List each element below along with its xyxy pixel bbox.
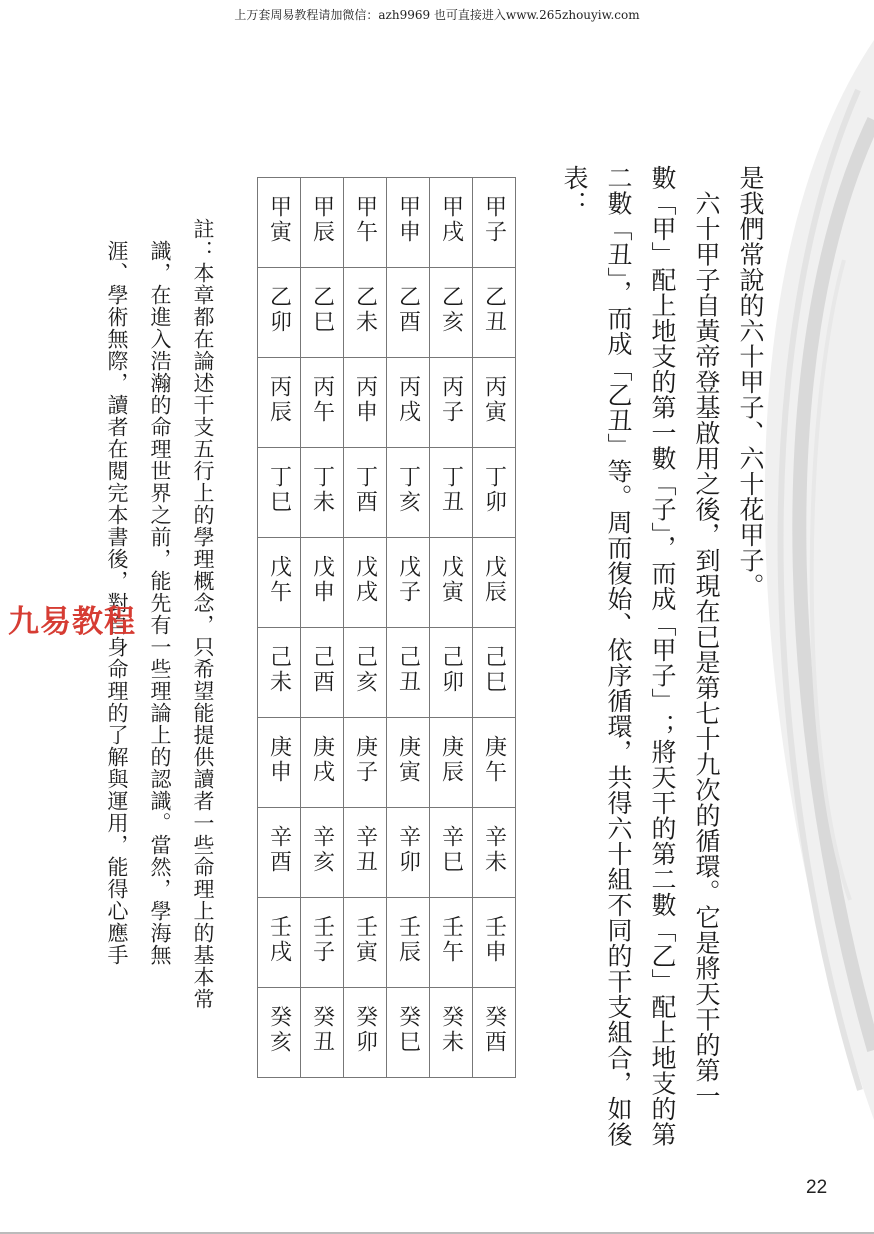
ganzhi-cell: 乙未 [352,284,378,335]
ganzhi-cell: 丁卯 [481,464,507,515]
ganzhi-cell: 乙巳 [309,284,335,335]
ganzhi-cell: 己卯 [438,644,464,695]
ganzhi-cell: 丙戌 [395,374,421,425]
note-line-1: 註：本章都在論述干支五行上的學理概念，只希望能提供讀者一些命理上的基本常 [191,218,215,1010]
ganzhi-cell: 戊申 [309,554,335,605]
ganzhi-cell: 戊寅 [438,554,464,605]
ganzhi-cell: 丁酉 [352,464,378,515]
ganzhi-cell: 丁亥 [395,464,421,515]
ganzhi-cell: 甲午 [352,194,378,245]
ganzhi-cell: 乙亥 [438,284,464,335]
ganzhi-cell: 戊午 [266,554,292,605]
table-row [258,448,516,538]
table-row [258,538,516,628]
ganzhi-cell: 壬寅 [352,914,378,965]
paragraph-line-4: 二數「丑」，而成「乙丑」等。周而復始、依序循環，共得六十組不同的干支組合，如後 [604,165,633,1147]
ganzhi-cell: 丁丑 [438,464,464,515]
ganzhi-cell: 壬申 [481,914,507,965]
ganzhi-cell: 辛卯 [395,824,421,875]
ganzhi-cell: 庚戌 [309,734,335,785]
ganzhi-cell: 己巳 [481,644,507,695]
ganzhi-cell: 己亥 [352,644,378,695]
ganzhi-cell: 乙卯 [266,284,292,335]
ganzhi-cell: 壬辰 [395,914,421,965]
paragraph-line-1: 是我們常說的六十甲子、六十花甲子。 [736,165,765,599]
ganzhi-cell: 乙丑 [481,284,507,335]
ganzhi-cell: 辛亥 [309,824,335,875]
paragraph-line-3: 數「甲」配上地支的第一數「子」，而成「甲子」；將天干的第二數「乙」配上地支的第 [648,165,677,1147]
ganzhi-cell: 己酉 [309,644,335,695]
table-row [258,178,516,268]
ganzhi-cell: 甲寅 [266,194,292,245]
ganzhi-cell: 庚子 [352,734,378,785]
page-number: 22 [806,1177,828,1198]
ganzhi-cell: 丙子 [438,374,464,425]
ganzhi-cell: 庚寅 [395,734,421,785]
ganzhi-cell: 壬戌 [266,914,292,965]
ganzhi-cell: 壬午 [438,914,464,965]
ganzhi-cell: 甲子 [481,194,507,245]
ganzhi-cell: 戊子 [395,554,421,605]
ganzhi-cell: 戊戌 [352,554,378,605]
watermark-logo: 九易教程 [8,604,136,640]
ganzhi-table [257,177,516,1078]
ganzhi-cell: 辛酉 [266,824,292,875]
ganzhi-cell: 辛丑 [352,824,378,875]
ganzhi-cell: 乙酉 [395,284,421,335]
header-note: 上万套周易教程请加微信：azh9969 也可直接进入www.265zhouyiw.com [234,8,640,22]
ganzhi-cell: 丙辰 [266,374,292,425]
ganzhi-cell: 壬子 [309,914,335,965]
ganzhi-cell: 癸卯 [352,1004,378,1055]
ganzhi-cell: 己未 [266,644,292,695]
ganzhi-cell: 丁巳 [266,464,292,515]
ganzhi-cell: 戊辰 [481,554,507,605]
ganzhi-cell: 癸丑 [309,1004,335,1055]
ganzhi-cell: 甲申 [395,194,421,245]
ganzhi-cell: 庚午 [481,734,507,785]
ganzhi-cell: 己丑 [395,644,421,695]
ganzhi-cell: 丁未 [309,464,335,515]
table-row [258,268,516,358]
table-row [258,628,516,718]
ganzhi-cell: 甲戌 [438,194,464,245]
table-row [258,988,516,1078]
ganzhi-cell: 甲辰 [309,194,335,245]
ganzhi-cell: 癸亥 [266,1004,292,1055]
paragraph-line-5: 表： [560,165,589,216]
ganzhi-cell: 丙午 [309,374,335,425]
ganzhi-cell: 癸未 [438,1004,464,1055]
ganzhi-cell: 丙申 [352,374,378,425]
table-row [258,808,516,898]
paragraph-line-2: 六十甲子自黃帝登基啟用之後，到現在已是第七十九次的循環。它是將天干的第一 [692,165,721,1109]
note-line-2: 識，在進入浩瀚的命理世界之前，能先有一些理論上的認識。當然，學海無 [148,218,172,966]
ganzhi-cell: 癸巳 [395,1004,421,1055]
note-line-3: 涯、學術無際，讀者在閱完本書後，對自身命理的了解與運用，能得心應手 [105,218,129,966]
table-row [258,358,516,448]
ganzhi-cell: 辛未 [481,824,507,875]
ganzhi-cell: 庚申 [266,734,292,785]
table-row [258,898,516,988]
ganzhi-cell: 癸酉 [481,1004,507,1055]
ganzhi-cell: 辛巳 [438,824,464,875]
ganzhi-cell: 丙寅 [481,374,507,425]
table-row [258,718,516,808]
ganzhi-cell: 庚辰 [438,734,464,785]
